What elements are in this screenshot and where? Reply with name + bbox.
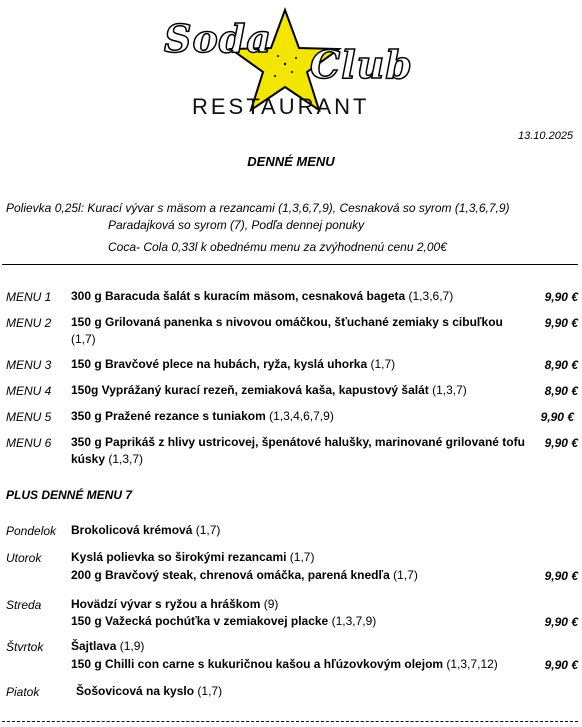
menu-dish: 350 g Pražené rezance s tuniakom (1,3,4,6,7,9) — [71, 409, 334, 423]
menu-price: 9,90 € — [544, 316, 578, 330]
day-price: 9,90 € — [544, 615, 578, 629]
menu-label: MENU 4 — [6, 384, 52, 398]
menu-label: MENU 5 — [6, 410, 52, 424]
day-soup: Šošovicová na kyslo (1,7) — [76, 684, 223, 698]
menu-price: 9,90 € — [544, 290, 578, 304]
day-soup: Hovädzí vývar s ryžou a hráškom (9) — [71, 597, 279, 611]
day-soup: Brokolicová krémová (1,7) — [71, 523, 221, 537]
menu-label: MENU 3 — [6, 358, 52, 372]
menu-label: MENU 2 — [6, 316, 52, 330]
restaurant-logo — [150, 6, 413, 121]
menu-dish: 350 g Paprikáš z hlivy ustricovej, špenátové halušky, marinované grilované tofu kúsky (1,3,7) — [71, 435, 525, 466]
menu-dish: 300 g Baracuda šalát s kuracím mäsom, cesnaková bageta (1,3,6,7) — [71, 289, 454, 303]
day-label: Streda — [6, 598, 42, 612]
day-label: Utorok — [6, 551, 42, 565]
day-main: 150 g Važecká pochúťka v zemiakovej placke (1,3,7,9) — [71, 614, 377, 628]
day-soup: Šajtlava (1,9) — [71, 639, 145, 653]
day-price: 9,90 € — [544, 658, 578, 672]
menu-dish: 150 g Grilovaná panenka s nivovou omáčkou, šťuchané zemiaky s cibuľkou (1,7) — [71, 315, 503, 346]
day-label: Pondelok — [6, 524, 57, 538]
logo-restaurant: RESTAURANT — [192, 94, 370, 119]
bottom-divider — [2, 721, 578, 722]
plus-menu-title: PLUS DENNÉ MENU 7 — [6, 488, 133, 502]
menu-dish: 150g Vyprážaný kurací rezeň, zemiaková kaša, kapustový šalát (1,3,7) — [71, 383, 467, 397]
day-main: 150 g Chilli con carne s kukuričnou kašou a hľúzovkovým olejom (1,3,7,12) — [71, 657, 498, 671]
menu-label: MENU 1 — [6, 290, 52, 304]
logo-brand-right: Club — [310, 42, 413, 87]
menu-date: 13.10.2025 — [518, 130, 574, 142]
day-label: Štvrtok — [6, 640, 44, 654]
day-main: 200 g Bravčový steak, chrenová omáčka, parená knedľa (1,7) — [71, 568, 418, 582]
logo-brand-left: Soda — [164, 16, 272, 61]
day-label: Piatok — [6, 685, 40, 699]
page-title: DENNÉ MENU — [247, 154, 335, 169]
day-price: 9,90 € — [544, 569, 578, 583]
menu-price: 8,90 € — [544, 358, 578, 372]
cola-offer: Coca- Cola 0,33l k obednému menu za zvýhodnenú cenu 2,00€ — [108, 240, 447, 254]
menu-price: 8,90 € — [544, 384, 578, 398]
menu-dish: 150 g Bravčové plece na hubách, ryža, kyslá uhorka (1,7) — [71, 357, 396, 371]
day-soup: Kyslá polievka so širokými rezancami (1,7) — [71, 550, 315, 564]
menu-price: 9,90 € — [540, 410, 574, 424]
divider — [2, 264, 578, 265]
menu-price: 9,90 € — [544, 436, 578, 450]
soup-line-1: Polievka 0,25l: Kurací vývar s mäsom a rezancami (1,3,6,7,9), Cesnaková so syrom (1,3,6,7,9) — [6, 201, 510, 215]
soup-line-2: Paradajková so syrom (7), Podľa dennej ponuky — [108, 218, 365, 232]
menu-label: MENU 6 — [6, 436, 52, 450]
